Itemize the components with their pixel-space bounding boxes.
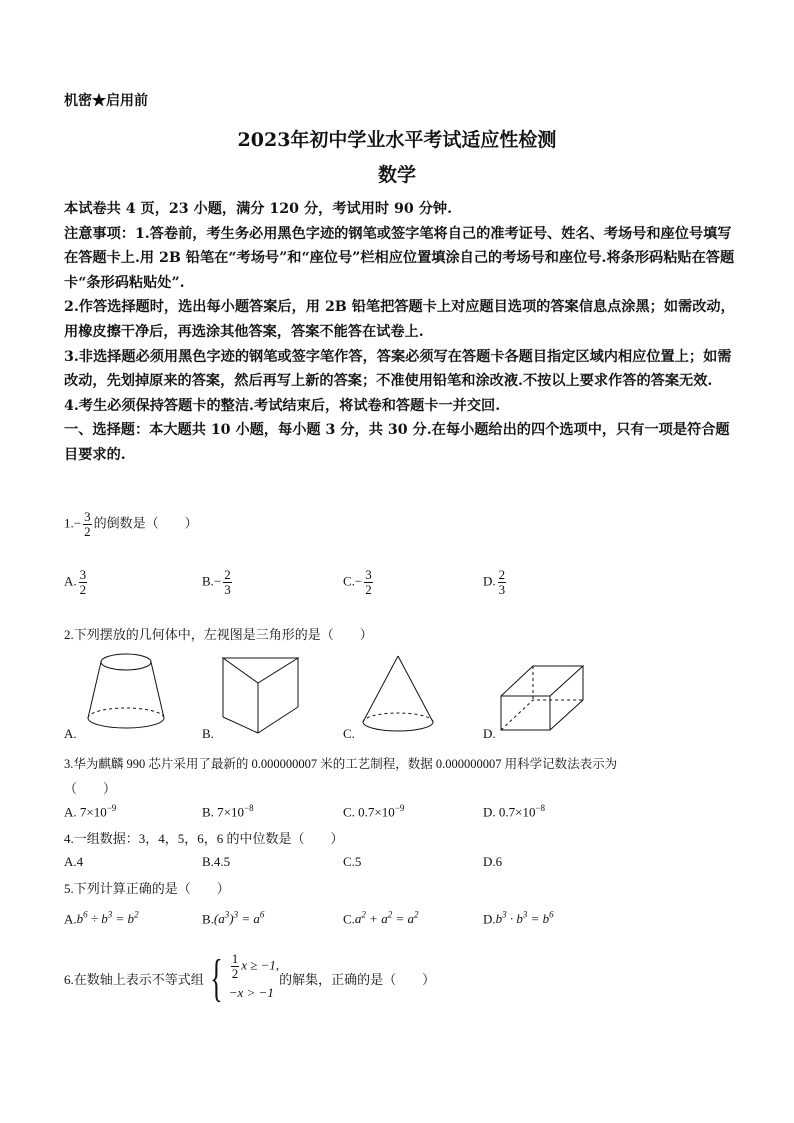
- q6-system: [229, 952, 279, 1005]
- q5-expr-b: $(a^3)^3 = a^6$: [213, 910, 265, 927]
- q1-option-a: [64, 568, 89, 597]
- denominator: 2: [231, 966, 239, 981]
- option-exponent: −9: [394, 803, 405, 813]
- q5-expr-d: $b^3 \cdot b^3 = b^6$: [495, 910, 554, 927]
- q4-option-b: B.4.5: [202, 854, 231, 869]
- intro-line: 2.作答选择题时，选出每小题答案后，用 2B 铅笔把答题卡上对应题目选项的答案信息点涂黑；如需改动，用橡皮擦干净后，再选涂其他答案，答案不能答在试卷上.: [64, 299, 735, 340]
- triangular-prism-figure: [220, 655, 302, 737]
- option-label: B.: [202, 804, 214, 820]
- q2-label-b: B.: [202, 726, 214, 741]
- q6-line-1-rest: x ≥ −1,: [241, 957, 280, 973]
- option-fraction: [364, 568, 373, 597]
- q5-option-c: [343, 910, 418, 927]
- q1-prefix: 1.−: [64, 515, 82, 531]
- option-fraction: [223, 568, 232, 597]
- option-exponent: −8: [535, 803, 546, 813]
- option-label: B.: [202, 573, 214, 589]
- question-2-stem: 2.下列摆放的几何体中，左视图是三角形的是（ ）: [64, 627, 373, 642]
- q5-option-b: [202, 910, 264, 927]
- option-base: 7×10: [79, 804, 107, 820]
- numerator: 3: [79, 567, 87, 582]
- q3-option-a: [64, 803, 116, 820]
- cuboid-figure: [498, 660, 588, 732]
- option-sign: −: [354, 573, 363, 589]
- denominator: 3: [498, 582, 506, 597]
- option-label: D.: [483, 804, 496, 820]
- q1-denominator: 2: [84, 524, 91, 539]
- option-base: 0.7×10: [498, 804, 536, 820]
- question-6-stem: [64, 949, 436, 1007]
- q6-line-2: −x > −1: [228, 985, 274, 1000]
- intro-line: 3.非选择题必须用黑色字迹的钢笔或签字笔作答，答案必须写在答题卡各题目指定区域内相应位置上；如需改动，先划掉原来的答案，然后再写上新的答案；不准使用铅笔和涂改液.不按以上要求作答的答案无效.: [64, 348, 732, 390]
- numerator: 1: [231, 951, 239, 966]
- q6-fraction: [231, 952, 240, 981]
- q1-option-c: [343, 568, 375, 597]
- option-exponent: −8: [244, 803, 254, 813]
- option-label: B.: [202, 911, 214, 927]
- option-sign: −: [213, 573, 222, 589]
- q4-option-c: C.5: [343, 854, 362, 869]
- denominator: 3: [224, 582, 231, 597]
- q3-option-d: [483, 803, 545, 820]
- q3-option-c: [343, 803, 404, 820]
- intro-line: 4.考生必须保持答题卡的整洁.考试结束后，将试卷和答题卡一并交回.: [64, 397, 501, 414]
- q1-fraction: [83, 510, 92, 539]
- option-base: 0.7×10: [358, 804, 395, 820]
- question-4-stem: 4.一组数据：3，4，5，6，6 的中位数是（ ）: [64, 831, 344, 846]
- question-3-stem: 3.华为麒麟 990 芯片采用了最新的 0.000000007 米的工艺制程，数据 0.000000007 用科学记数法表示为: [64, 757, 618, 771]
- q2-label-a: A.: [64, 726, 77, 741]
- q6-prefix: 6.在数轴上表示不等式组: [64, 972, 204, 987]
- q1-numerator: 3: [84, 509, 91, 524]
- option-label: A.: [64, 911, 77, 927]
- option-fraction: [498, 568, 507, 597]
- option-label: C.: [343, 804, 355, 820]
- q2-label-c: C.: [343, 726, 355, 741]
- q1-option-b: [202, 568, 234, 597]
- frustum-figure: [78, 652, 173, 732]
- option-label: A.: [64, 804, 77, 820]
- option-label: A.: [64, 573, 77, 589]
- denominator: 2: [365, 582, 372, 597]
- q5-option-a: [64, 910, 139, 927]
- q6-brace: {: [210, 949, 223, 1007]
- exam-title: 2023年初中学业水平考试适应性检测: [237, 129, 557, 151]
- question-1-stem: [64, 510, 198, 539]
- q5-expr-a: $b^6 \div b^3 = b^2$: [76, 910, 139, 927]
- question-5-stem: 5.下列计算正确的是（ ）: [64, 881, 230, 896]
- q6-suffix: 的解集，正确的是（ ）: [279, 972, 436, 987]
- subject-title: 数学: [377, 164, 416, 186]
- option-label: C.: [343, 573, 355, 589]
- intro-line: 本试卷共 4 页，23 小题，满分 120 分，考试用时 90 分钟.: [64, 201, 453, 217]
- q2-label-d: D.: [483, 726, 496, 741]
- numerator: 3: [365, 567, 372, 582]
- q1-option-d: [483, 568, 508, 597]
- confidential-label: 机密★启用前: [64, 93, 148, 109]
- numerator: 2: [224, 567, 231, 582]
- option-base: 7×10: [217, 804, 245, 820]
- option-exponent: −9: [106, 803, 117, 813]
- q5-expr-c: $a^2 + a^2 = a^2$: [354, 910, 419, 927]
- numerator: 2: [498, 567, 506, 582]
- q6-line-1: [229, 952, 279, 981]
- instructions: [64, 197, 736, 468]
- option-label: D.: [483, 573, 496, 589]
- q3-option-b: [202, 803, 254, 820]
- option-label: C.: [343, 911, 355, 927]
- q5-option-d: [483, 910, 554, 927]
- q4-option-d: D.6: [483, 854, 503, 869]
- q1-suffix: 的倒数是（ ）: [93, 515, 198, 531]
- option-fraction: [79, 568, 88, 597]
- q4-option-a: A.4: [64, 854, 84, 869]
- intro-line: 一、选择题：本大题共 10 小题，每小题 3 分，共 30 分.在每小题给出的四个选项中，只有一项是符合题目要求的.: [64, 422, 730, 463]
- intro-line: 注意事项：1.答卷前，考生务必用黑色字迹的钢笔或签字笔将自己的准考证号、姓名、考场号和座位号填写在答题卡上.用 2B 铅笔在“考场号”和“座位号”栏相应位置填涂自己的考场号和座位号.将条形码粘贴在答题卡“条形码粘贴处”.: [64, 225, 735, 291]
- option-label: D.: [483, 911, 496, 927]
- denominator: 2: [79, 582, 87, 597]
- cone-figure: [358, 652, 438, 737]
- q3-paren: （ ）: [64, 781, 117, 796]
